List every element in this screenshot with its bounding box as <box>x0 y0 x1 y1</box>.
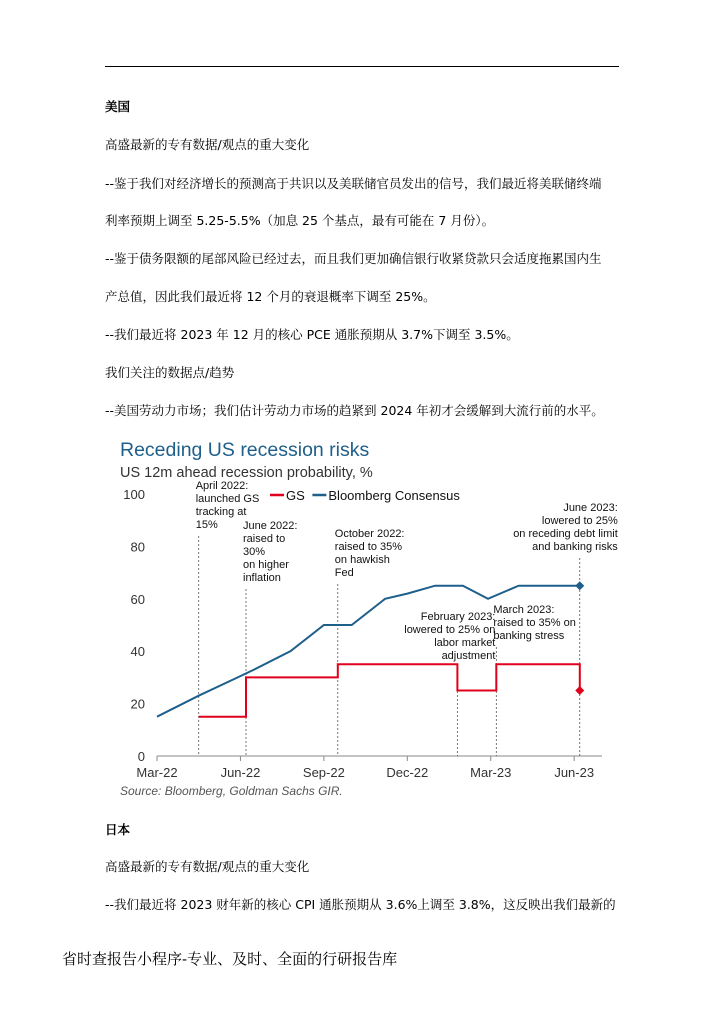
jp-subheading-views: 高盛最新的专有数据/观点的重大变化 <box>105 859 310 874</box>
us-paragraph-2-line-1: --鉴于债务限额的尾部风险已经过去，而且我们更加确信银行收紧贷款只会适度拖累国内生 <box>105 251 602 266</box>
annotation-text: June 2023: <box>563 502 618 514</box>
annotation-text: raised to 35% on <box>493 617 576 629</box>
annotation-text: raised to 35% <box>334 541 403 553</box>
us-heading: 美国 <box>105 99 131 114</box>
latest-point-marker <box>575 581 584 590</box>
annotation-text: and banking risks <box>532 541 618 553</box>
y-tick-label: 100 <box>123 487 145 502</box>
series-line-gs <box>199 664 580 716</box>
top-rule <box>105 66 619 67</box>
annotation-text: inflation <box>243 572 281 584</box>
us-paragraph-3: --我们最近将 2023 年 12 月的核心 PCE 通胀预期从 3.7%下调至 3.5%。 <box>105 327 519 342</box>
x-tick-label: Dec-22 <box>386 765 429 780</box>
annotation-text: on receding debt limit <box>513 528 618 540</box>
x-tick-label: Sep-22 <box>302 765 345 780</box>
chart-series <box>157 581 584 717</box>
jp-heading: 日本 <box>105 822 131 837</box>
annotation-text: tracking at <box>195 506 247 518</box>
x-tick-label: Mar-23 <box>470 765 512 780</box>
x-tick-label: Jun-23 <box>554 765 595 780</box>
annotation-text: 15% <box>195 519 218 531</box>
us-paragraph-2-line-2: 产总值，因此我们最近将 12 个月的衰退概率下调至 25%。 <box>105 289 436 304</box>
annotation-text: adjustment <box>441 650 496 662</box>
annotation-text: April 2022: <box>195 480 249 492</box>
annotation-text: October 2022: <box>334 528 405 540</box>
annotation-text: raised to <box>243 533 286 545</box>
jp-paragraph-1: --我们最近将 2023 财年新的核心 CPI 通胀预期从 3.6%上调至 3.8%，这反映出我们最新的 <box>105 897 616 912</box>
us-subheading-trends: 我们关注的数据点/趋势 <box>105 365 235 380</box>
recession-probability-chart <box>115 432 618 802</box>
chart-legend <box>270 488 460 503</box>
y-tick-label: 80 <box>130 539 145 555</box>
annotation-text: February 2023: <box>420 611 496 623</box>
annotation-text: on hawkish <box>334 554 390 566</box>
legend-label: GS <box>286 488 305 503</box>
annotation-text: launched GS <box>195 493 260 505</box>
annotation-text: Fed <box>334 567 354 579</box>
annotation-text: labor market <box>434 637 496 649</box>
chart-annotations <box>196 480 619 756</box>
y-tick-label: 20 <box>130 696 145 712</box>
us-subheading-views: 高盛最新的专有数据/观点的重大变化 <box>105 137 310 152</box>
y-tick-label: 60 <box>130 591 145 607</box>
chart-title: Receding US recession risks <box>120 439 370 461</box>
annotation-text: June 2022: <box>243 520 298 532</box>
annotation-text: 30% <box>243 546 266 558</box>
latest-point-marker <box>575 686 584 695</box>
y-tick-label: 40 <box>130 644 145 660</box>
annotation-text: banking stress <box>493 630 565 642</box>
chart-subtitle: US 12m ahead recession probability, % <box>120 465 373 481</box>
footer-note: 省时查报告小程序-专业、及时、全面的行研报告库 <box>62 950 398 968</box>
x-tick-label: Mar-22 <box>136 765 178 780</box>
annotation-text: on higher <box>243 559 289 571</box>
annotation-text: March 2023: <box>493 604 555 616</box>
y-tick-label: 0 <box>137 749 145 764</box>
annotation-text: lowered to 25% <box>541 515 618 527</box>
us-paragraph-1-line-1: --鉴于我们对经济增长的预测高于共识以及美联储官员发出的信号，我们最近将美联储终端 <box>105 176 602 191</box>
us-paragraph-4: --美国劳动力市场；我们估计劳动力市场的趋紧到 2024 年初才会缓解到大流行前的水平。 <box>105 403 604 418</box>
annotation-text: lowered to 25% on <box>404 624 496 636</box>
chart-source: Source: Bloomberg, Goldman Sachs GIR. <box>120 784 343 798</box>
legend-label: Bloomberg Consensus <box>328 488 460 503</box>
x-tick-label: Jun-22 <box>220 765 261 780</box>
us-paragraph-1-line-2: 利率预期上调至 5.25-5.5%（加息 25 个基点，最有可能在 7 月份）。 <box>105 213 495 228</box>
